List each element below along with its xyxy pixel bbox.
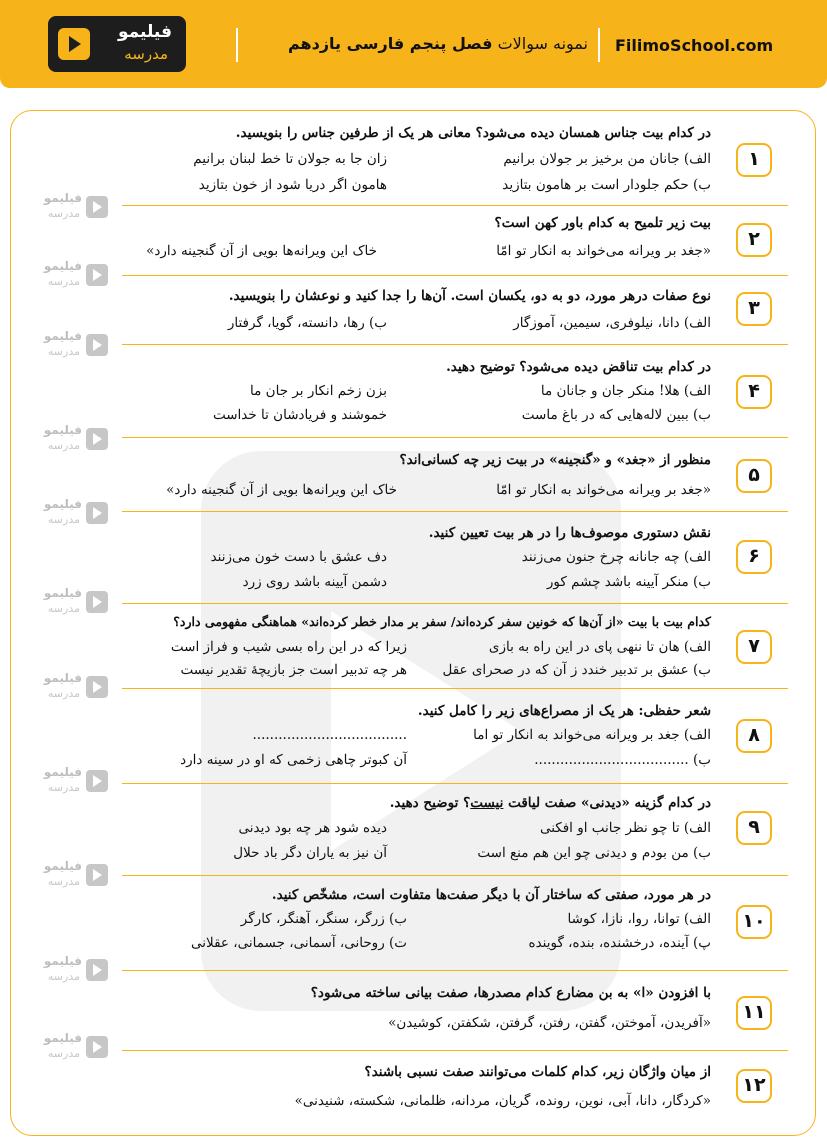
question-divider <box>122 783 788 784</box>
play-icon <box>86 428 108 450</box>
question-text: در کدام بیت تناقض دیده می‌شود؟ توضیح دهید. <box>446 359 711 375</box>
side-watermark <box>26 858 114 892</box>
question-text: نقش دستوری موصوف‌ها را در هر بیت تعیین کنید. <box>428 525 711 541</box>
wm-line2: مدرسه <box>47 781 80 794</box>
filimo-logo[interactable] <box>48 16 186 72</box>
site-url[interactable]: FilimoSchool.com <box>615 36 774 55</box>
question-number: ۱۱ <box>736 996 772 1030</box>
question-number: ۱۲ <box>736 1069 772 1103</box>
side-watermark <box>26 764 114 798</box>
question-divider <box>122 344 788 345</box>
option-left: بزن زخم انکار بر جان ما <box>250 383 387 399</box>
question-text-part: ؟ توضیح دهید. <box>389 795 471 811</box>
option-right: الف) جغد بر ویرانه می‌خواند به انکار تو اما <box>473 727 711 743</box>
wm-line2: مدرسه <box>47 207 80 220</box>
play-icon <box>86 196 108 218</box>
play-icon <box>86 676 108 698</box>
play-icon <box>86 502 108 524</box>
side-watermark <box>26 422 114 456</box>
question-text: در هر مورد، صفتی که ساختار آن با دیگر صفت‌ها متفاوت است، مشخّص کنید. <box>271 887 711 903</box>
wm-line1: فیلیمو <box>43 259 82 273</box>
wm-line1: فیلیمو <box>43 423 82 437</box>
option-left: آن نیز به یاران دگر باد حلال <box>233 845 387 861</box>
play-icon <box>86 959 108 981</box>
wm-line2: مدرسه <box>47 875 80 888</box>
option-left: زان جا به جولان تا خط لبنان برانیم <box>193 151 387 167</box>
play-icon <box>86 1036 108 1058</box>
option-left: خاک این ویرانه‌ها بویی از آن گنجینه دارد» <box>146 243 377 259</box>
question-number: ۸ <box>736 719 772 753</box>
option-right: الف) جانان من برخیز بر جولان برانیم <box>503 151 711 167</box>
question-divider <box>122 437 788 438</box>
question-divider <box>122 688 788 689</box>
option-left: خموشند و فریادشان تا خداست <box>212 407 387 423</box>
option-left: آن کبوتر چاهی زخمی که او در سینه دارد <box>180 752 407 768</box>
option-right: الف) هلا! منکر جان و جانان ما <box>540 383 711 399</box>
option-right: الف) دانا، نیلوفری، سیمین، آموزگار <box>513 315 711 331</box>
question-text: منظور از «جغد» و «گنجینه» در بیت زیر چه کسانی‌اند؟ <box>399 452 711 468</box>
wm-line2: مدرسه <box>47 687 80 700</box>
question-divider <box>122 603 788 604</box>
wm-line2: مدرسه <box>47 513 80 526</box>
option-right: الف) چه جانانه چرخ جنون می‌زنند <box>521 549 711 565</box>
answer-blank[interactable]: ب) .................................... <box>534 752 711 768</box>
question-number: ۳ <box>736 292 772 326</box>
side-watermark <box>26 258 114 292</box>
play-icon <box>86 591 108 613</box>
question-divider <box>122 875 788 876</box>
play-icon <box>86 264 108 286</box>
option-left: دف عشق با دست خون می‌زنند <box>210 549 387 565</box>
option-right: «کردگار، دانا، آبی، نوین، رونده، گریان، مردانه، ظلمانی، شکسته، شنیدنی» <box>294 1093 711 1109</box>
header-separator <box>598 28 600 62</box>
question-text: بیت زیر تلمیح به کدام باور کهن است؟ <box>494 215 711 231</box>
wm-line1: فیلیمو <box>43 586 82 600</box>
wm-line1: فیلیمو <box>43 859 82 873</box>
wm-line2: مدرسه <box>47 970 80 983</box>
wm-line1: فیلیمو <box>43 191 82 205</box>
option-left: دشمن آیینه باشد روی زرد <box>242 574 387 590</box>
option-left: هر چه تدبیر است جز بازیچهٔ تقدیر نیست <box>180 662 407 678</box>
option-right: پ) آینده، درخشنده، بنده، گوینده <box>528 935 711 951</box>
side-watermark <box>26 328 114 362</box>
title-prefix: نمونه سوالات <box>497 34 588 53</box>
option-right: ب) من بودم و دیدنی چو این هم منع است <box>477 845 711 861</box>
question-divider <box>122 1050 788 1051</box>
option-left: زیرا که در این راه بسی شیب و فراز است <box>170 639 407 655</box>
answer-blank[interactable]: .................................... <box>252 727 407 743</box>
wm-line1: فیلیمو <box>43 765 82 779</box>
question-text: با افزودن «ا» به بن مضارع کدام مصدرها، صفت بیانی ساخته می‌شود؟ <box>310 985 711 1001</box>
option-right: ب) ببین لاله‌هایی که در باغ ماست <box>521 407 711 423</box>
underlined-word: نیست <box>470 795 504 811</box>
question-text: شعر حفظی: هر یک از مصراع‌های زیر را کامل کنید. <box>417 703 711 719</box>
question-number: ۵ <box>736 459 772 493</box>
side-watermark <box>26 953 114 987</box>
question-number: ۱۰ <box>736 905 772 939</box>
question-number: ۱ <box>736 143 772 177</box>
question-divider <box>122 205 788 206</box>
option-right: ب) عشق بر تدبیر خندد ز آن که در صحرای عقل <box>442 662 711 678</box>
wm-line2: مدرسه <box>47 345 80 358</box>
option-left: ب) زرگر، سنگر، آهنگر، کارگر <box>240 911 407 927</box>
side-watermark <box>26 670 114 704</box>
question-text: نوع صفات درهر مورد، دو به دو، یکسان است. آن‌ها را جدا کنید و نوعشان را بنویسید. <box>228 288 711 304</box>
play-icon <box>86 770 108 792</box>
question-text: کدام بیت با بیت «از آن‌ها که خونین سفر کرده‌اند/ سفر بر مدار خطر کرده‌اند» هماهنگی مفهومی دارد؟ <box>173 614 711 629</box>
option-left: خاک این ویرانه‌ها بویی از آن گنجینه دارد» <box>166 482 397 498</box>
play-icon <box>58 28 90 60</box>
question-divider <box>122 970 788 971</box>
side-watermark <box>26 585 114 619</box>
question-text: از میان واژگان زیر، کدام کلمات می‌توانند صفت نسبی باشند؟ <box>364 1064 711 1080</box>
wm-line2: مدرسه <box>47 439 80 452</box>
question-number: ۲ <box>736 223 772 257</box>
question-text-part: در کدام گزینه «دیدنی» صفت لیاقت <box>503 795 711 811</box>
option-left: ب) رها، دانسته، گویا، گرفتار <box>227 315 387 331</box>
question-number: ۹ <box>736 811 772 845</box>
side-watermark <box>26 496 114 530</box>
option-right: الف) تا چو نظر جانب او افکنی <box>539 820 711 836</box>
question-text: در کدام بیت جناس همسان دیده می‌شود؟ معانی هر یک از طرفین جناس را بنویسید. <box>235 125 711 141</box>
play-icon <box>86 334 108 356</box>
play-icon <box>86 864 108 886</box>
wm-line2: مدرسه <box>47 1047 80 1060</box>
option-right: «جغد بر ویرانه می‌خواند به انکار تو امّا <box>496 482 711 498</box>
wm-line1: فیلیمو <box>43 497 82 511</box>
header-separator <box>236 28 238 62</box>
wm-line1: فیلیمو <box>43 671 82 685</box>
wm-line2: مدرسه <box>47 275 80 288</box>
option-right: «جغد بر ویرانه می‌خواند به انکار تو امّا <box>496 243 711 259</box>
option-right: «آفریدن، آموختن، گفتن، رفتن، گرفتن، شکفتن، کوشیدن» <box>388 1015 711 1031</box>
question-divider <box>122 511 788 512</box>
option-left: هامون اگر دریا شود از خون بتازید <box>198 177 387 193</box>
question-number: ۷ <box>736 630 772 664</box>
logo-line1: فیلیمو <box>117 22 172 42</box>
wm-line1: فیلیمو <box>43 1031 82 1045</box>
side-watermark <box>26 190 114 224</box>
wm-line1: فیلیمو <box>43 954 82 968</box>
wm-line1: فیلیمو <box>43 329 82 343</box>
option-left: دیده شود هر چه بود دیدنی <box>238 820 387 836</box>
title-bold: فصل پنجم فارسی یازدهم <box>287 34 493 53</box>
option-right: الف) هان تا ننهی پای در این راه به بازی <box>488 639 711 655</box>
option-left: ت) روحانی، آسمانی، جسمانی، عقلانی <box>191 935 407 951</box>
option-right: ب) حکم جلودار است بر هامون بتازید <box>502 177 711 193</box>
side-watermark <box>26 1030 114 1064</box>
question-number: ۶ <box>736 540 772 574</box>
option-right: ب) منکر آیینه باشد چشم کور <box>546 574 711 590</box>
page-header <box>0 0 827 88</box>
question-divider <box>122 275 788 276</box>
question-text <box>390 795 711 811</box>
wm-line2: مدرسه <box>47 602 80 615</box>
option-right: الف) توانا، روا، نازا، کوشا <box>567 911 711 927</box>
logo-line2: مدرسه <box>124 45 168 63</box>
question-number: ۴ <box>736 375 772 409</box>
page-title <box>248 34 588 53</box>
